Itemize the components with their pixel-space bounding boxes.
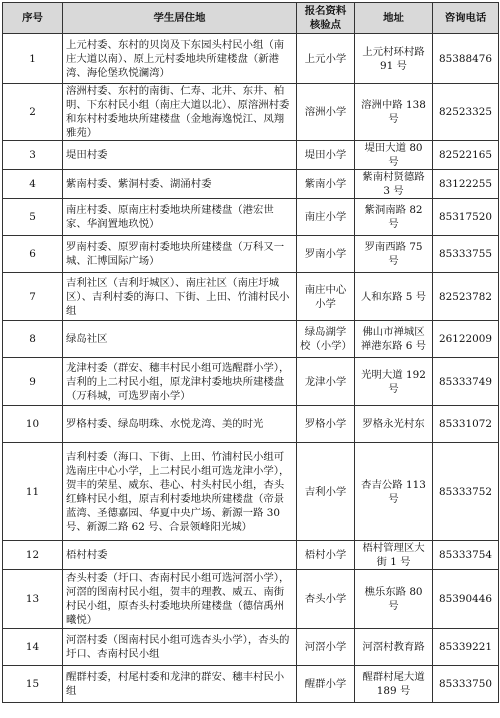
row-number: 12: [3, 541, 63, 570]
row-number: 13: [3, 570, 63, 629]
address-cell: 杏吉公路 113 号: [355, 443, 433, 541]
address-cell: 紫南村贤德路 3 号: [355, 170, 433, 199]
verification-point-cell: 河滘小学: [297, 629, 355, 666]
row-number: 3: [3, 141, 63, 170]
residence-cell: 吉利村委（海口、下街、上田、竹浦村民小组可选南庄中心小学，上二村民小组可选龙津小学），贺丰的荣星、威东、巷心、村头村民小组，杏头红蜂村民小组，原吉利村委地块所建楼盘（帝景蓝湾、圣德嘉园、华夏中央广场、新源一路 30 号、新源二路 62 号、合景领峰阳光城）: [63, 443, 297, 541]
verification-point-cell: 南庄中心小学: [297, 273, 355, 321]
verification-point-cell: 龙津小学: [297, 358, 355, 406]
address-cell: 醒群村尾大道 189 号: [355, 666, 433, 703]
verification-point-cell: 南庄小学: [297, 199, 355, 236]
table-row: [3, 666, 499, 703]
phone-cell: 85333750: [433, 666, 499, 703]
phone-cell: 83122255: [433, 170, 499, 199]
phone-cell: 85317520: [433, 199, 499, 236]
row-number: 7: [3, 273, 63, 321]
table-row: [3, 141, 499, 170]
row-number: 15: [3, 666, 63, 703]
verification-point-cell: 绿岛湖学校（小学）: [297, 321, 355, 358]
residence-cell: 醒群村委，村尾村委和龙津的群安、穗丰村民小组: [63, 666, 297, 703]
residence-cell: 龙津村委（群安、穗丰村民小组可选醒群小学），吉利的上二村民小组，原龙津村委地块所建楼盘（万科城，可选罗南小学）: [63, 358, 297, 406]
verification-point-cell: 罗南小学: [297, 236, 355, 273]
phone-cell: 85331072: [433, 406, 499, 443]
verification-point-cell: 上元小学: [297, 34, 355, 84]
residence-cell: 溶洲村委、东村的南街、仁寿、北井、东井、柏明、下东村民小组（南庄大道以北）、原溶洲村委和东村村委地块所建楼盘（金地海逸悦江、凤翔雅苑）: [63, 84, 297, 141]
header-residence: 学生居住地: [63, 3, 297, 34]
phone-cell: 85333752: [433, 443, 499, 541]
verification-point-cell: 梧村小学: [297, 541, 355, 570]
verification-point-cell: 溶洲小学: [297, 84, 355, 141]
table-row: [3, 570, 499, 629]
phone-cell: 82523325: [433, 84, 499, 141]
address-cell: 罗南西路 75 号: [355, 236, 433, 273]
row-number: 14: [3, 629, 63, 666]
phone-cell: 85388476: [433, 34, 499, 84]
header-address: 地址: [355, 3, 433, 34]
header-row: [3, 3, 499, 34]
residence-cell: 梧村村委: [63, 541, 297, 570]
table-row: [3, 273, 499, 321]
table-row: [3, 541, 499, 570]
address-cell: 光明大道 192 号: [355, 358, 433, 406]
residence-cell: 紫南村委、紫洞村委、湖涌村委: [63, 170, 297, 199]
residence-cell: 绿岛社区: [63, 321, 297, 358]
row-number: 2: [3, 84, 63, 141]
address-cell: 樵乐东路 80 号: [355, 570, 433, 629]
table-row: [3, 199, 499, 236]
residence-cell: 罗格村委、绿岛明珠、水悦龙湾、美的时光: [63, 406, 297, 443]
verification-point-cell: 紫南小学: [297, 170, 355, 199]
verification-point-cell: 罗格小学: [297, 406, 355, 443]
phone-cell: 26122009: [433, 321, 499, 358]
phone-cell: 85339221: [433, 629, 499, 666]
row-number: 8: [3, 321, 63, 358]
phone-cell: 85390446: [433, 570, 499, 629]
table-row: [3, 321, 499, 358]
table-row: [3, 443, 499, 541]
address-cell: 河滘村教育路: [355, 629, 433, 666]
table-row: [3, 406, 499, 443]
address-cell: 堤田大道 80 号: [355, 141, 433, 170]
verification-point-cell: 吉利小学: [297, 443, 355, 541]
phone-cell: 85333749: [433, 358, 499, 406]
row-number: 10: [3, 406, 63, 443]
table-row: [3, 84, 499, 141]
table-row: [3, 34, 499, 84]
residence-cell: 堤田村委: [63, 141, 297, 170]
row-number: 4: [3, 170, 63, 199]
address-cell: 佛山市禅城区禅港东路 6 号: [355, 321, 433, 358]
address-cell: 紫洞南路 82 号: [355, 199, 433, 236]
row-number: 11: [3, 443, 63, 541]
school-enrollment-table: [2, 2, 499, 703]
table-row: [3, 629, 499, 666]
row-number: 6: [3, 236, 63, 273]
phone-cell: 82523782: [433, 273, 499, 321]
table-row: [3, 236, 499, 273]
phone-cell: 85333754: [433, 541, 499, 570]
table-row: [3, 170, 499, 199]
verification-point-cell: 醒群小学: [297, 666, 355, 703]
residence-cell: 杏头村委（圩口、杏南村民小组可选河滘小学），河滘的图南村民小组，贺丰的理教、威五、南街村民小组，原杏头村委地块所建楼盘（德信禹州曦悦）: [63, 570, 297, 629]
residence-cell: 上元村委、东村的贝岗及下东园头村民小组（南庄大道以南）、原上元村委地块所建楼盘（新港湾、海伦堡玖悦澜湾）: [63, 34, 297, 84]
header-phone: 咨询电话: [433, 3, 499, 34]
residence-cell: 河滘村委（图南村民小组可选杏头小学），杏头的圩口、杏南村民小组: [63, 629, 297, 666]
residence-cell: 吉利社区（吉利圩城区）、南庄社区（南庄圩城区）、吉利村委的海口、下街、上田、竹浦村民小组: [63, 273, 297, 321]
table-row: [3, 358, 499, 406]
row-number: 1: [3, 34, 63, 84]
residence-cell: 罗南村委、原罗南村委地块所建楼盘（万科又一城、汇博国际广场）: [63, 236, 297, 273]
phone-cell: 82522165: [433, 141, 499, 170]
address-cell: 人和东路 5 号: [355, 273, 433, 321]
verification-point-cell: 堤田小学: [297, 141, 355, 170]
verification-point-cell: 杏头小学: [297, 570, 355, 629]
row-number: 9: [3, 358, 63, 406]
residence-cell: 南庄村委、原南庄村委地块所建楼盘（港宏世家、华润置地玖悦）: [63, 199, 297, 236]
header-no: 序号: [3, 3, 63, 34]
header-point: 报名资料核验点: [297, 3, 355, 34]
address-cell: 溶洲中路 138 号: [355, 84, 433, 141]
row-number: 5: [3, 199, 63, 236]
address-cell: 罗格永光村东: [355, 406, 433, 443]
phone-cell: 85333755: [433, 236, 499, 273]
address-cell: 上元村环村路 91 号: [355, 34, 433, 84]
address-cell: 梧村管理区大街 1 号: [355, 541, 433, 570]
